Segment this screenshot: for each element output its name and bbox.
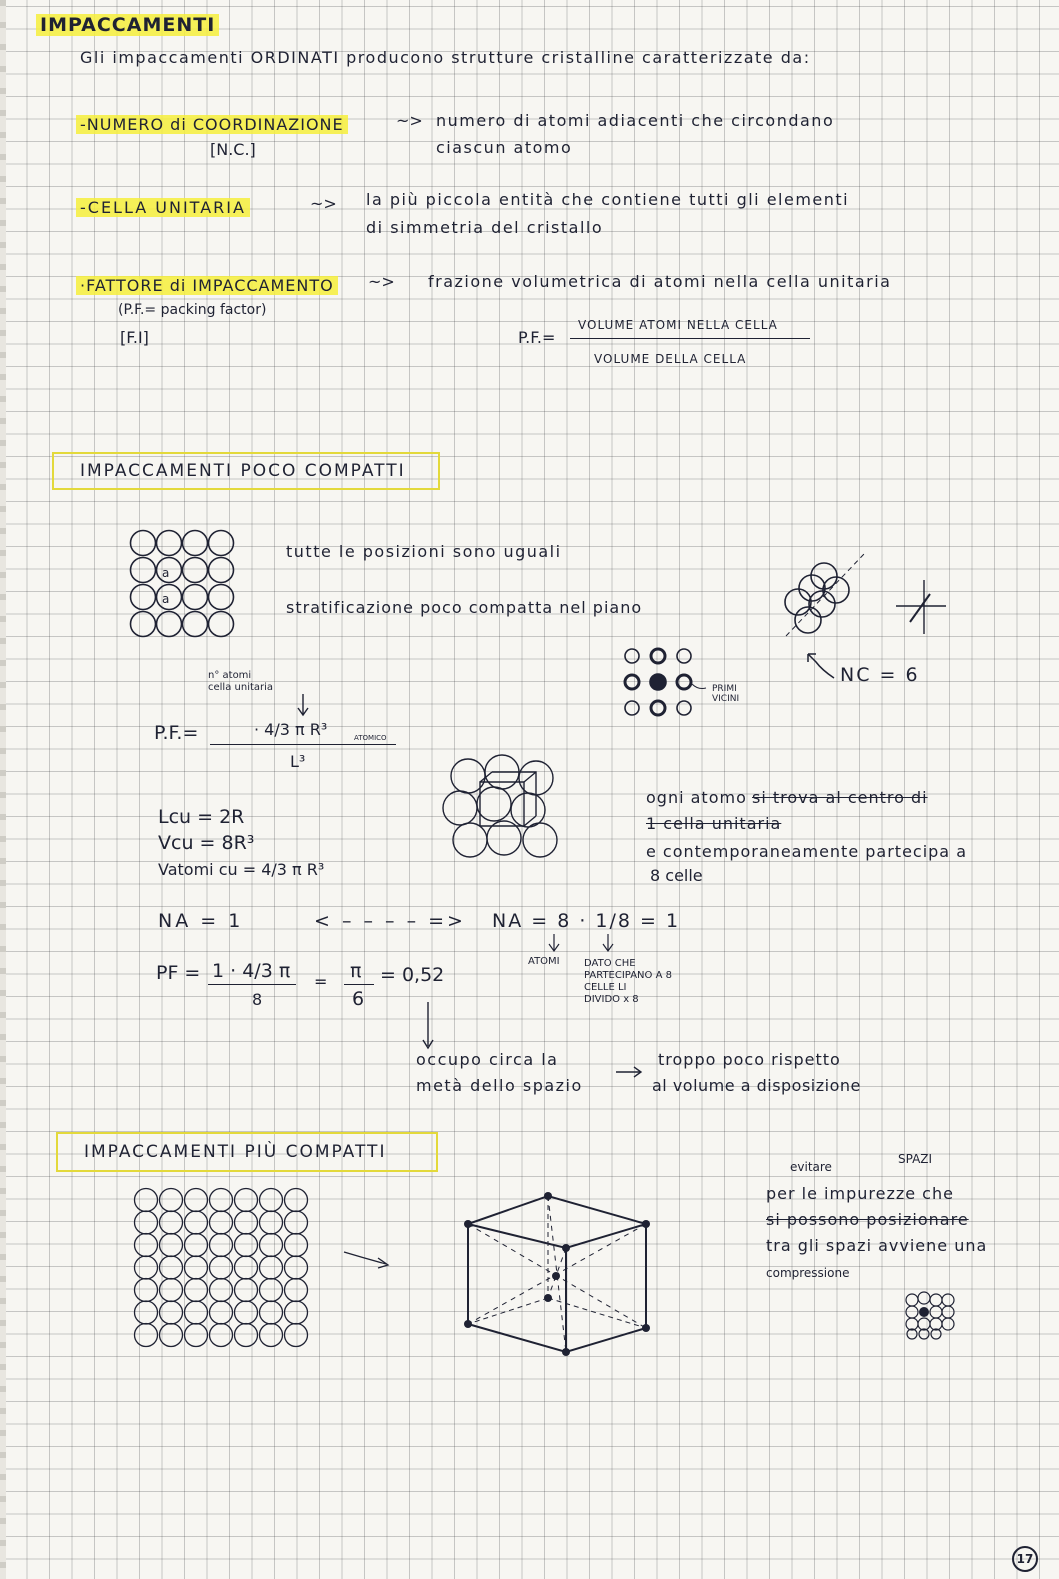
natomi-note-l1: n° atomi: [208, 670, 252, 681]
pf-formula-lhs: P.F.=: [518, 328, 556, 347]
pf-calc-num: 1 · 4/3 π: [212, 960, 291, 982]
ogni-l1: ogni atomo: [646, 788, 747, 807]
troppo-l2: al volume a disposizione: [652, 1076, 861, 1095]
bcc-cube-diagram: [460, 1188, 656, 1360]
ogni-strike1: si trova al centro di: [752, 788, 928, 807]
intro-text: Gli impaccamenti ORDINATI producono strutture cristalline caratterizzate da:: [80, 48, 811, 67]
vatomi-eq: Vatomi cu = 4/3 π R³: [158, 860, 325, 879]
pf-calc-result: = 0,52: [380, 964, 445, 986]
na-down-arrows: [546, 934, 616, 954]
spiral-margin: [0, 0, 6, 1579]
nc-equals: NC = 6: [840, 664, 920, 686]
atomi-label: ATOMI: [528, 956, 560, 967]
pf-formula-num: VOLUME ATOMI NELLA CELLA: [578, 318, 778, 332]
dato-l4: DIVIDO x 8: [584, 994, 639, 1005]
vcu-eq: Vcu = 8R³: [158, 832, 255, 854]
primi-vicini-label: PRIMI VICINI: [712, 684, 740, 704]
na-right: NA = 8 · 1/8 = 1: [492, 910, 681, 932]
square-packing-diagram: [130, 530, 236, 638]
cubic-lattice-sketch: [440, 752, 564, 864]
neighbors-diagram: [622, 644, 702, 724]
note-stratificazione: stratificazione poco compatta nel piano: [286, 598, 643, 617]
cella-desc-line2: di simmetria del cristallo: [366, 218, 604, 237]
nc-term: -NUMERO di COORDINAZIONE: [76, 115, 348, 134]
heading-piu-compatti: [56, 1132, 438, 1172]
page-title: IMPACCAMENTI: [36, 14, 219, 36]
pf-den: L³: [290, 752, 306, 771]
na-left: NA = 1: [158, 910, 244, 932]
cella-term: -CELLA UNITARIA: [76, 198, 250, 217]
occupo-l2: metà dello spazio: [416, 1076, 583, 1095]
dense-packing-diagram: [134, 1188, 314, 1348]
fattore-term: ·FATTORE di IMPACCAMENTO: [76, 276, 338, 295]
nc-abbr: [N.C.]: [210, 140, 256, 159]
troppo-l1: troppo poco rispetto: [658, 1050, 841, 1069]
pf-calc-den2: 6: [352, 988, 365, 1010]
fattore-desc: frazione volumetrica di atomi nella cella unitaria: [428, 272, 892, 291]
troppo-arrow: [616, 1064, 644, 1080]
pf-calc-den: 8: [252, 990, 263, 1009]
note-uguali: tutte le posizioni sono uguali: [286, 542, 562, 561]
piu-note-l1: per le impurezze che: [766, 1184, 954, 1203]
dato-l1: DATO CHE: [584, 958, 636, 969]
na-arrow: < – – – – =>: [314, 910, 466, 932]
ogni-strike2: 1 cella unitaria: [646, 814, 782, 833]
axes-sketch: [896, 580, 948, 636]
evitare-label: evitare: [790, 1160, 832, 1174]
nc-arrow-sketch: [804, 650, 840, 686]
piu-note-l4: compressione: [766, 1266, 850, 1280]
spazi-label: SPAZI: [898, 1152, 933, 1166]
nc-desc-line2: ciascun atomo: [436, 138, 573, 157]
pf-num: · 4/3 π R³: [254, 720, 328, 739]
occupo-down-arrow: [420, 1002, 436, 1050]
occupo-l1: occupo circa la: [416, 1050, 559, 1069]
ogni-l3: e contemporaneamente partecipa a: [646, 842, 967, 861]
cluster-diagram: [776, 552, 866, 642]
dato-l2: PARTECIPANO A 8: [584, 970, 672, 981]
heading-piu-compatti-text: IMPACCAMENTI PIÙ COMPATTI: [84, 1142, 387, 1162]
heading-poco-compatti-text: IMPACCAMENTI POCO COMPATTI: [80, 461, 406, 481]
pf-lhs: P.F.=: [154, 722, 199, 744]
grid-label-a1: a: [162, 566, 170, 580]
ogni-l4: 8 celle: [650, 866, 703, 885]
nc-desc-line1: numero di atomi adiacenti che circondano: [436, 111, 835, 130]
piu-note-l3: tra gli spazi avviene una: [766, 1236, 988, 1255]
pf-num-sub: ATOMICO: [354, 734, 387, 742]
fattore-sub1: (P.F.= packing factor): [118, 302, 267, 318]
piu-note-l2: si possono posizionare: [766, 1210, 969, 1229]
cella-arrow: ~>: [310, 194, 337, 213]
dato-l3: CELLE LI: [584, 982, 627, 993]
pf-calc-num2: π: [350, 960, 362, 982]
lcu-eq: Lcu = 2R: [158, 806, 245, 828]
page-number-circle: [1012, 1546, 1038, 1572]
small-cluster-diagram: [902, 1292, 958, 1340]
fattore-sub2: [F.I]: [120, 328, 149, 347]
natomi-arrow: [296, 694, 310, 716]
cella-desc-line1: la più piccola entità che contiene tutti gli elementi: [366, 190, 850, 209]
nc-arrow: ~>: [396, 111, 423, 130]
pf-calc-lhs: PF =: [156, 962, 201, 984]
natomi-note-l2: cella unitaria: [208, 682, 274, 693]
right-arrow: [344, 1248, 392, 1270]
page-number: 17: [1016, 1552, 1034, 1566]
grid-label-a2: a: [162, 592, 170, 606]
pf-formula-den: VOLUME DELLA CELLA: [594, 352, 747, 366]
pf-calc-eq: =: [314, 972, 328, 991]
fattore-arrow: ~>: [368, 272, 395, 291]
heading-poco-compatti: [52, 452, 440, 490]
